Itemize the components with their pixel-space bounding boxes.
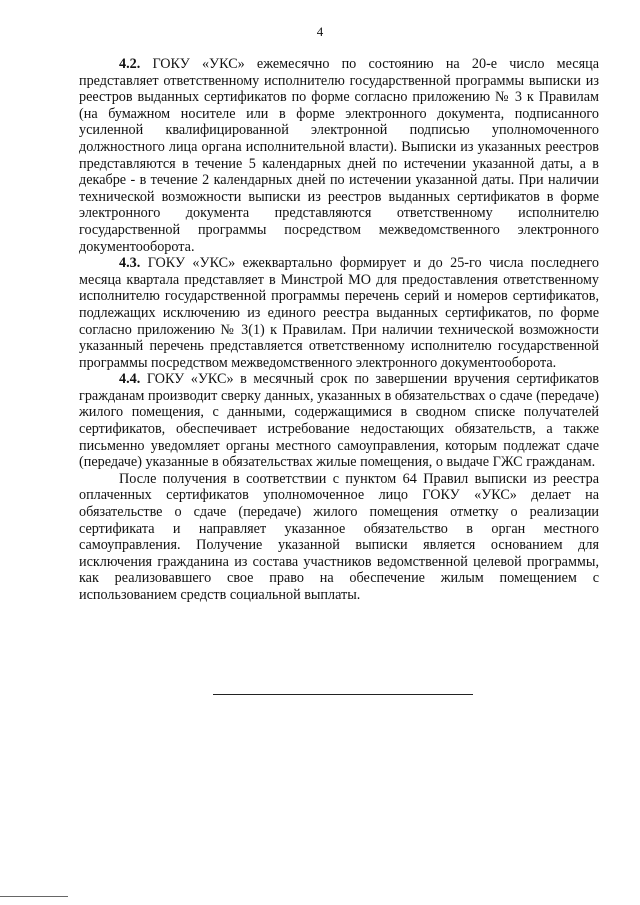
paragraph-number: 4.3.: [119, 255, 141, 272]
paragraph-final: [79, 471, 599, 604]
paragraph-4-3: [79, 255, 599, 371]
paragraph-number: 4.4.: [119, 371, 141, 388]
paragraph-text: ГОКУ «УКС» ежеквартально формирует и до 25-го числа последнего месяца квартала представляет в Минстрой МО для предоставления ответственному исполнителю государственной программы перечень серий и номеров сертификатов, подлежащих исключению из единого реестра выданных сертификатов, по форме согласно приложению № 3(1) к Правилам. При наличии технической возможности указанный перечень представляется ответственному исполнителю государственной программы посредством межведомственного электронного документооборота.: [79, 255, 599, 371]
page-number: 4: [316, 24, 324, 39]
corner-scan-mark: [0, 896, 68, 897]
document-body: [79, 56, 599, 604]
paragraph-4-4: [79, 371, 599, 471]
paragraph-4-2: [79, 56, 599, 255]
paragraph-text: После получения в соответствии с пунктом 64 Правил выписки из реестра оплаченных сертификатов уполномоченное лицо ГОКУ «УКС» делает на обязательстве о сдаче (передаче) жилого помещения отметку о реализации сертификата и направляет указанное обязательство в орган местного самоуправления. Получение указанной выписки является основанием для исключения гражданина из состава участников ведомственной целевой программы, как реализовавшего свое право на обеспечение жилым помещением с использованием средств социальной выплаты.: [79, 470, 599, 603]
paragraph-text: ГОКУ «УКС» в месячный срок по завершении вручения сертификатов гражданам производит сверку данных, указанных в обязательствах о сдаче (передаче) жилого помещения, с данными, содержащимися в сводном списке получателей сертификатов, обеспечивает истребование недостающих обязательств, а также письменно уведомляет органы местного самоуправления, которым подлежат сдаче (передаче) указанные в обязательствах жилые помещения, о выдаче ГЖС гражданам.: [79, 371, 599, 471]
paragraph-text: ГОКУ «УКС» ежемесячно по состоянию на 20-е число месяца представляет ответственному исполнителю государственной программы выписки из реестров выданных сертификатов по форме согласно приложению № 3 к Правилам (на бумажном носителе или в форме электронного документа, подписанного усиленной квалифицированной электронной подписью уполномоченного должностного лица органа исполнительной власти). Выписки из указанных реестров представляются в течение 5 календарных дней по истечении указанной даты, а в декабре - в течение 2 календарных дней по истечении указанной даты. При наличии технической возможности выписки из реестров выданных сертификатов в форме электронного документа представляются ответственному исполнителю государственной программы посредством межведомственного электронного документооборота.: [79, 56, 599, 255]
paragraph-number: 4.2.: [119, 56, 141, 72]
end-divider-line: [213, 694, 473, 695]
